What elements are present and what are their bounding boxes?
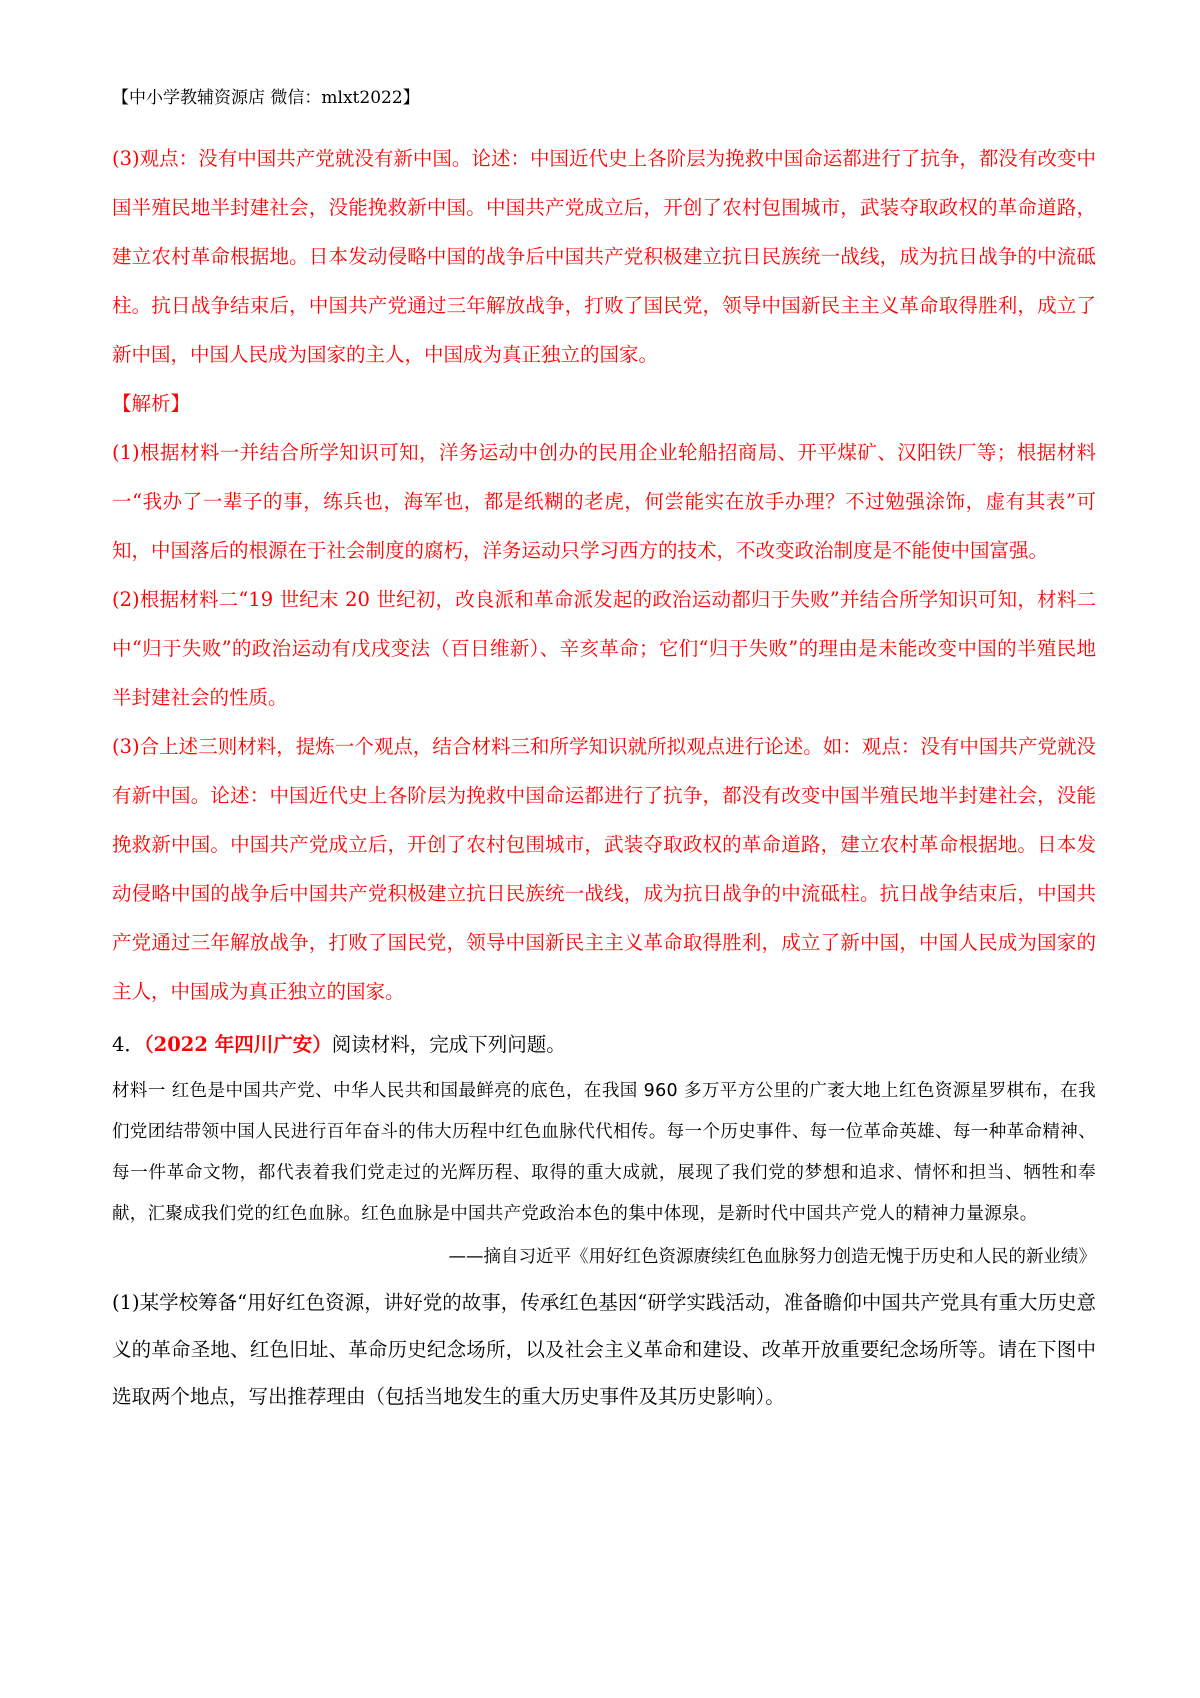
analysis-item-1: (1)根据材料一并结合所学知识可知，洋务运动中创办的民用企业轮船招商局、开平煤矿、汉阳铁厂等；根据材料一“我办了一辈子的事，练兵也，海军也，都是纸糊的老虎，何尝能实在放手办理？不过勉强涂饰，虚有其表”可知，中国落后的根源在于社会制度的腐朽，洋务运动只学习西方的技术，不改变政治制度是不能使中国富强。 [112, 441, 1096, 562]
material-1-citation: ——摘自习近平《用好红色资源赓续红色血脉努力创造无愧于历史和人民的新业绩》 [448, 1247, 1096, 1267]
source-header: 【中小学教辅资源店 微信：mlxt2022】 [112, 88, 420, 108]
material-1-text: 材料一 红色是中国共产党、中华人民共和国最鲜亮的底色，在我国 960 多万平方公里的广袤大地上红色资源星罗棋布，在我们党团结带领中国人民进行百年奋斗的伟大历程中红色血脉代代相传。每一个历史事件、每一位革命英雄、每一种革命精神、每一件革命文物，都代表着我们党走过的光辉历程、取得的重大成就，展现了我们党的梦想和追求、情怀和担当、牺牲和奉献，汇聚成我们党的红色血脉。红色血脉是中国共产党政治本色的集中体现，是新时代中国共产党人的精神力量源泉。 [112, 1081, 1096, 1224]
question-prompt: 阅读材料，完成下列问题。 [331, 1033, 566, 1056]
question-source: （2022 年四川广安） [143, 1033, 332, 1056]
sub-question-1: (1)某学校筹备“用好红色资源，讲好党的故事，传承红色基因“研学实践活动，准备瞻仰中国共产党具有重大历史意义的革命圣地、红色旧址、革命历史纪念场所，以及社会主义革命和建设、改革开放重要纪念场所等。请在下图中选取两个地点，写出推荐理由（包括当地发生的重大历史事件及其历史影响）。 [112, 1291, 1096, 1408]
analysis-heading: 【解析】 [112, 392, 191, 415]
analysis-item-2: (2)根据材料二“19 世纪末 20 世纪初，改良派和革命派发起的政治运动都归于失败”并结合所学知识可知，材料二中“归于失败”的政治运动有戊戌变法（百日维新）、辛亥革命；它们“归于失败”的理由是未能改变中国的半殖民地半封建社会的性质。 [112, 588, 1096, 709]
answer-3-paragraph: (3)观点：没有中国共产党就没有新中国。论述：中国近代史上各阶层为挽救中国命运都进行了抗争，都没有改变中国半殖民地半封建社会，没能挽救新中国。中国共产党成立后，开创了农村包围城市，武装夺取政权的革命道路，建立农村革命根据地。日本发动侵略中国的战争后中国共产党积极建立抗日民族统一战线，成为抗日战争的中流砥柱。抗日战争结束后，中国共产党通过三年解放战争，打败了国民党，领导中国新民主主义革命取得胜利，成立了新中国，中国人民成为国家的主人，中国成为真正独立的国家。 [112, 147, 1096, 366]
question-4-heading [112, 1020, 1096, 1069]
analysis-item-3: (3)合上述三则材料，提炼一个观点，结合材料三和所学知识就所拟观点进行论述。如：观点：没有中国共产党就没有新中国。论述：中国近代史上各阶层为挽救中国命运都进行了抗争，都没有改变中国半殖民地半封建社会，没能挽救新中国。中国共产党成立后，开创了农村包围城市，武装夺取政权的革命道路，建立农村革命根据地。日本发动侵略中国的战争后中国共产党积极建立抗日民族统一战线，成为抗日战争的中流砥柱。抗日战争结束后，中国共产党通过三年解放战争，打败了国民党，领导中国新民主主义革命取得胜利，成立了新中国，中国人民成为国家的主人，中国成为真正独立的国家。 [112, 735, 1096, 1003]
question-number: 4． [112, 1033, 144, 1056]
